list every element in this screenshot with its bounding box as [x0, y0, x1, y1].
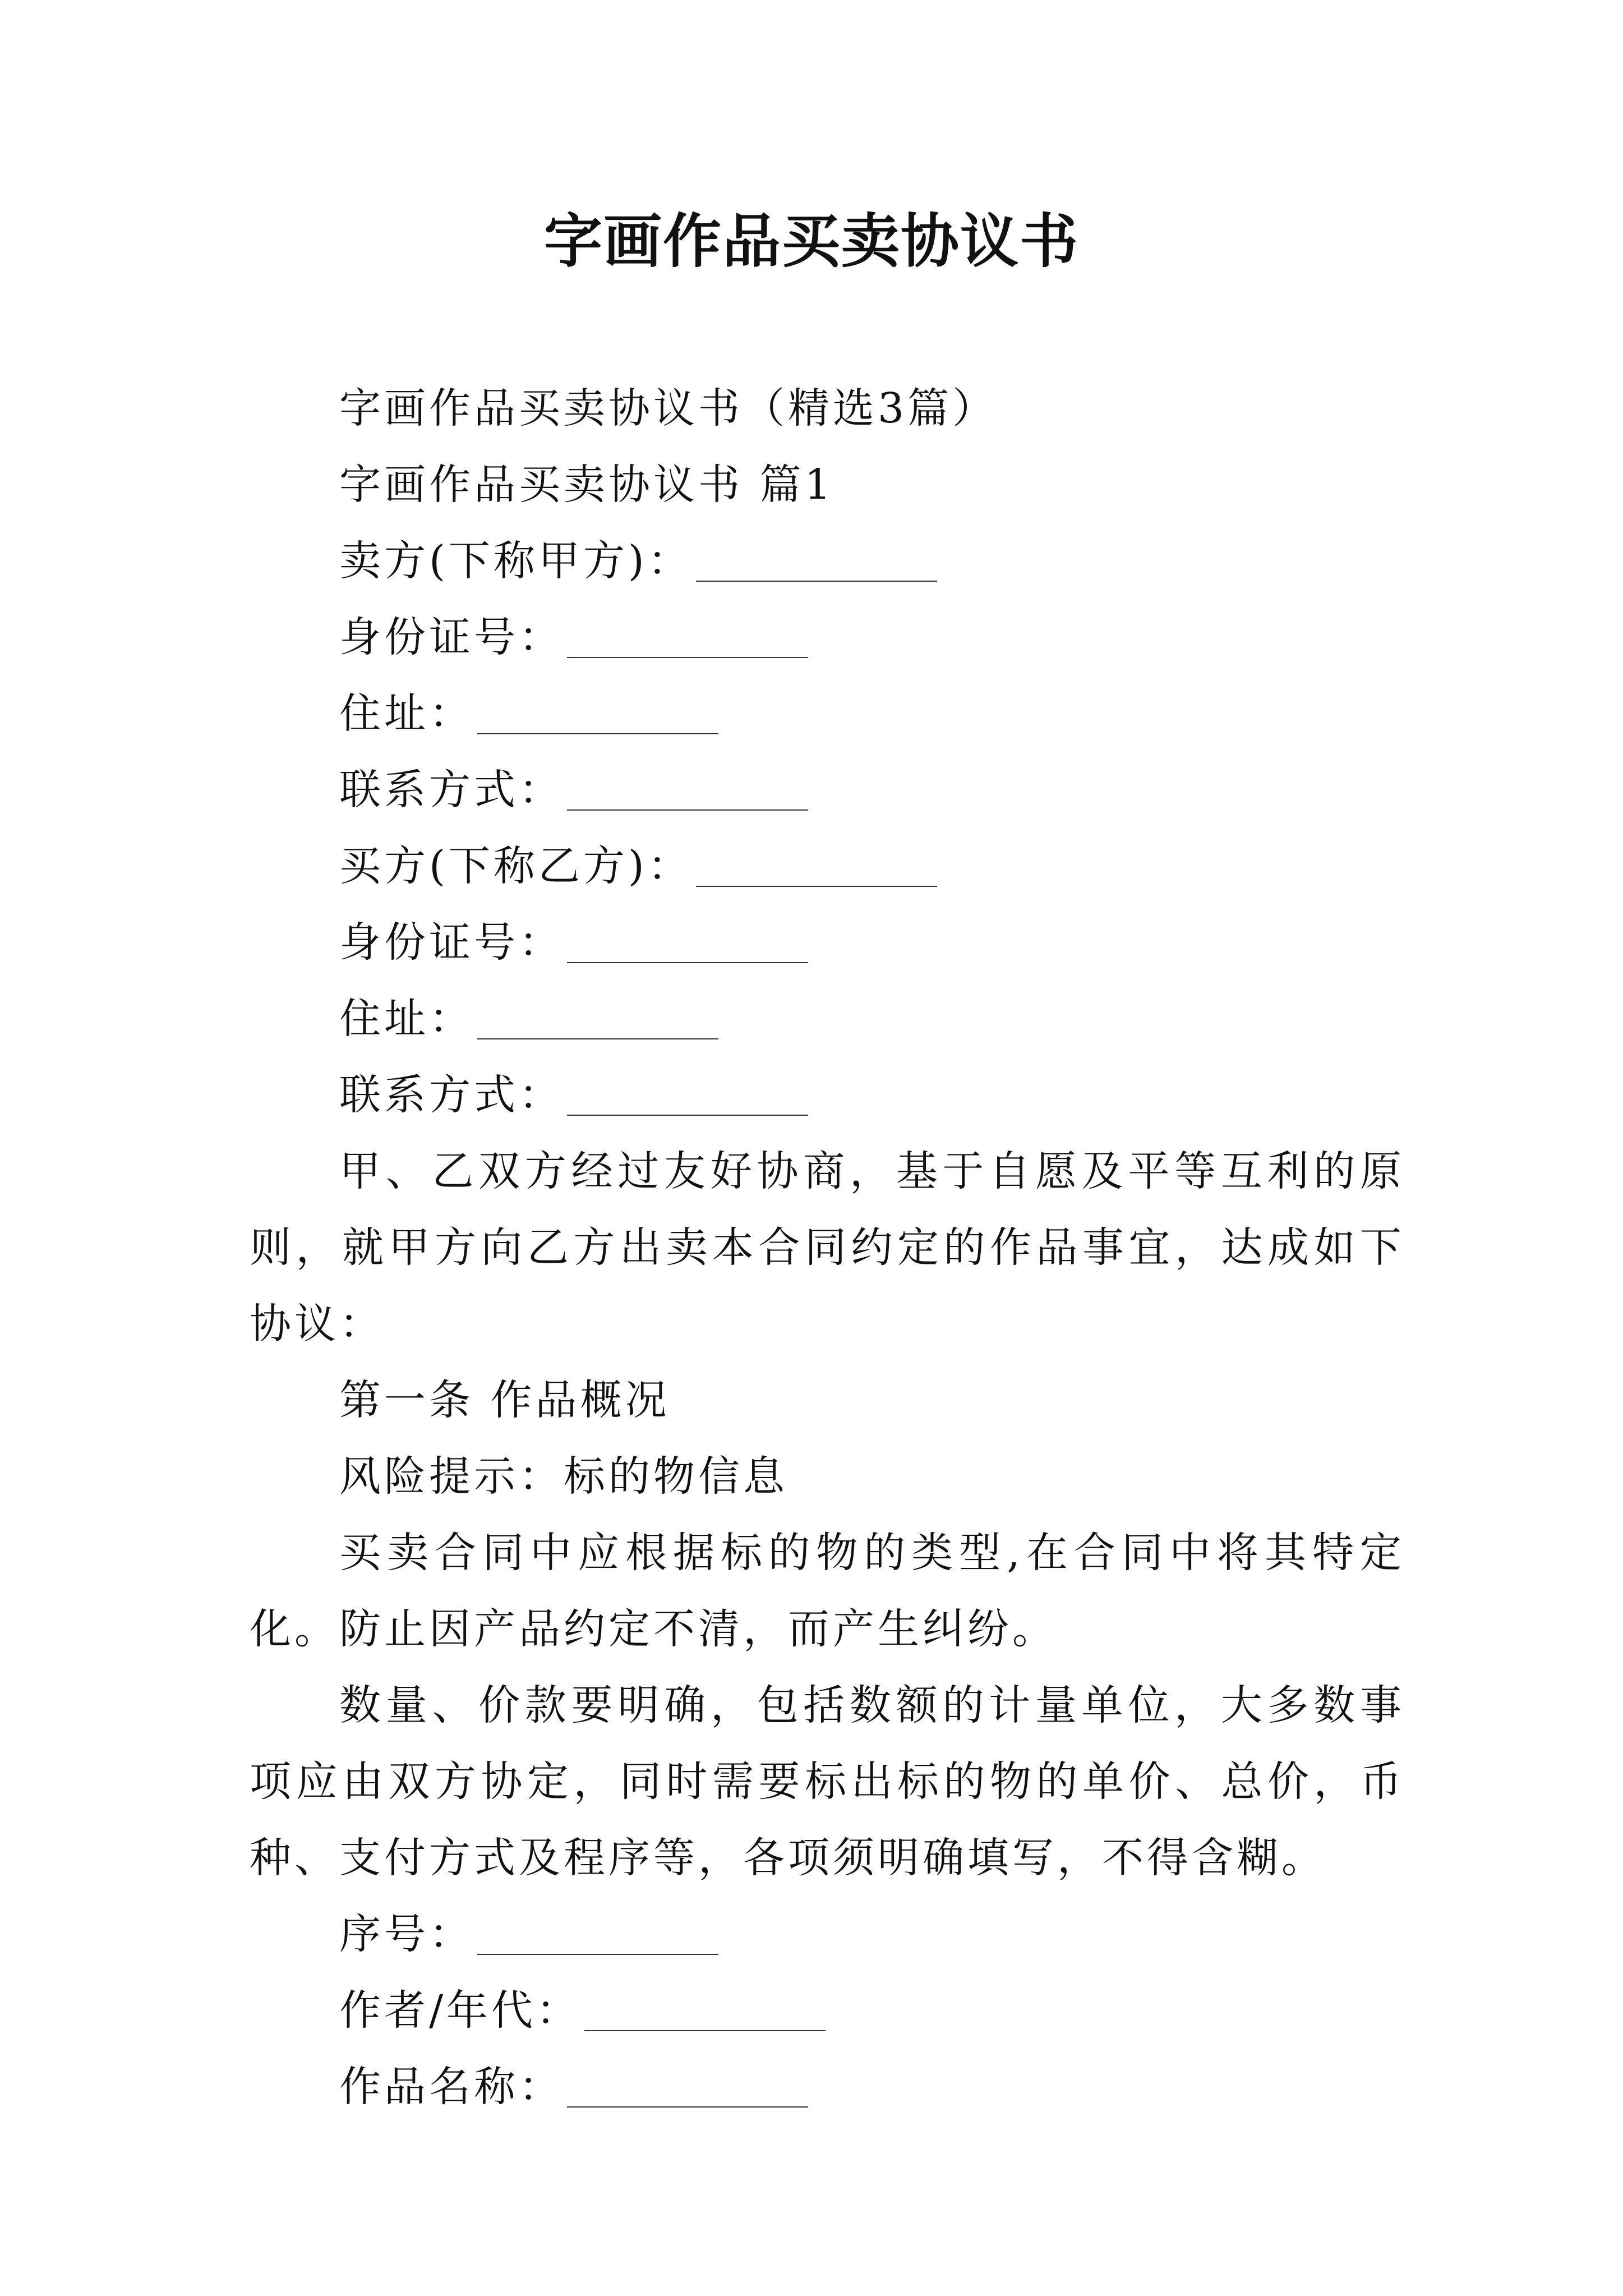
buyer-address-blank [477, 1005, 718, 1039]
work-name-field [250, 2049, 1405, 2125]
buyer-contact-label: 联系方式： [339, 1071, 564, 1119]
buyer-contact-blank [567, 1081, 808, 1116]
buyer-field [250, 828, 1405, 904]
work-name-blank [567, 2073, 808, 2108]
buyer-id-blank [567, 928, 808, 963]
seller-address-field [250, 675, 1405, 752]
seller-contact-label: 联系方式： [339, 766, 564, 814]
risk-paragraph-1: 买卖合同中应根据标的物的类型,在合同中将其特定化。防止因产品约定不清，而产生纠纷。 [250, 1529, 1405, 1653]
seller-address-blank [477, 700, 718, 734]
serial-label: 序号： [339, 1910, 474, 1958]
buyer-blank [696, 852, 937, 887]
buyer-address-field [250, 981, 1405, 1057]
buyer-id-field [250, 904, 1405, 981]
buyer-address-label: 住址： [339, 995, 474, 1043]
seller-id-field [250, 599, 1405, 675]
seller-blank [696, 547, 937, 582]
risk-notice: 风险提示：标的物信息 [339, 1452, 788, 1501]
author-era-blank [584, 1996, 826, 2031]
seller-contact-blank [567, 776, 808, 811]
serial-blank [477, 1920, 718, 1955]
work-name-label: 作品名称： [339, 2063, 564, 2111]
serial-field [250, 1896, 1405, 1972]
article-1-heading: 第一条 作品概况 [339, 1376, 670, 1424]
document-body [250, 370, 1405, 2125]
buyer-contact-field [250, 1057, 1405, 1133]
document-subtitle: 字画作品买卖协议书（精选3篇） [339, 384, 998, 432]
author-era-field [250, 1972, 1405, 2049]
seller-label: 卖方(下称甲方)： [339, 537, 693, 585]
seller-contact-field [250, 752, 1405, 828]
section-heading: 字画作品买卖协议书 篇1 [339, 461, 834, 509]
buyer-label: 买方(下称乙方)： [339, 842, 693, 890]
seller-id-label: 身份证号： [339, 613, 564, 661]
document-title: 字画作品买卖协议书 [543, 206, 1079, 275]
buyer-id-label: 身份证号： [339, 918, 564, 967]
risk-paragraph-2: 数量、价款要明确，包括数额的计量单位，大多数事项应由双方协定，同时需要标出标的物的单价、总价，币种、支付方式及程序等，各项须明确填写，不得含糊。 [250, 1681, 1405, 1882]
author-era-label: 作者/年代： [339, 1986, 581, 2035]
seller-id-blank [567, 623, 808, 658]
seller-field [250, 523, 1405, 599]
seller-address-label: 住址： [339, 689, 474, 738]
intro-paragraph: 甲、乙双方经过友好协商，基于自愿及平等互利的原则，就甲方向乙方出卖本合同约定的作品事宜，达成如下协议： [250, 1147, 1405, 1348]
